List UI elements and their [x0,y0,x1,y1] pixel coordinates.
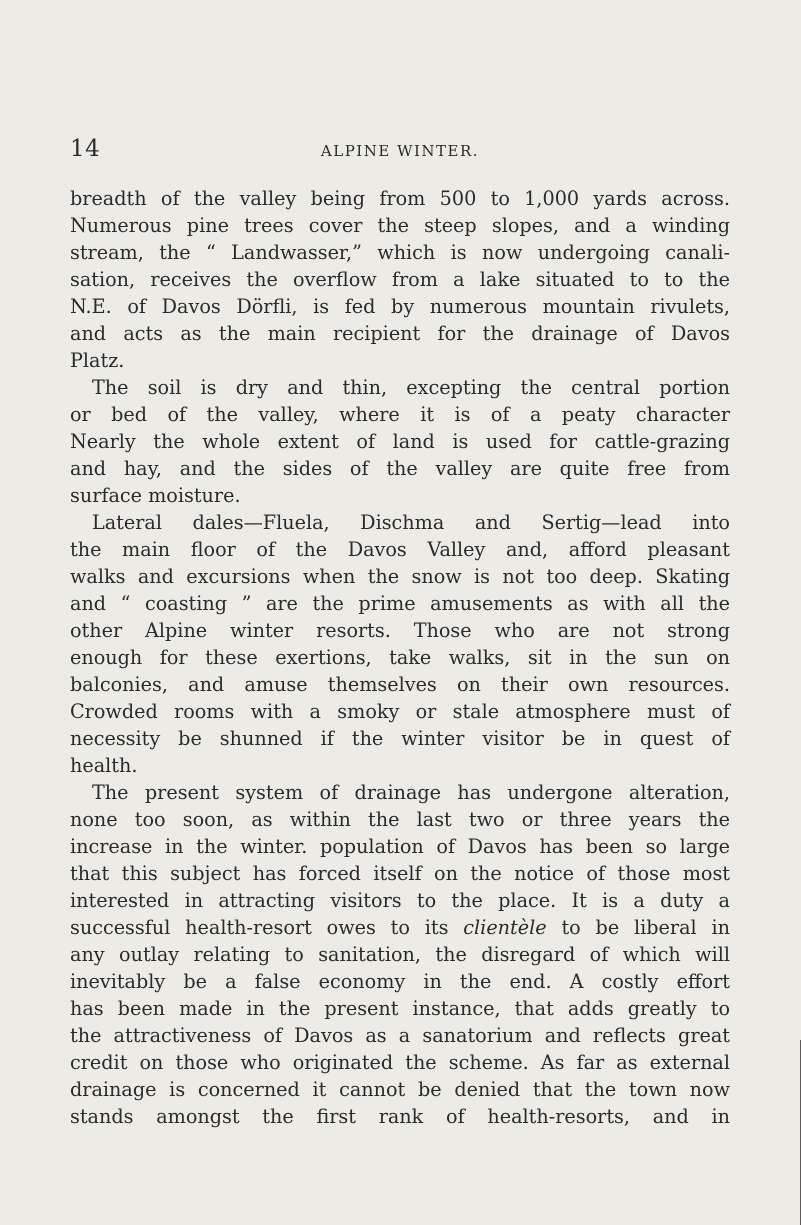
text-segment: successful health-resort owes to its [70,916,449,939]
text-line: the main floor of the Davos Valley and, afford pleasant [70,538,730,561]
page-number: 14 [70,136,101,162]
text-line: Crowded rooms with a smoky or stale atmosphere must of [70,700,730,723]
text-line: breadth of the valley being from 500 to 1,000 yards across. [70,187,730,210]
text-line: stream, the “ Landwasser,” which is now undergoing canali- [70,241,730,264]
page-header [70,136,730,168]
text-line: that this subject has forced itself on the notice of those most [70,862,730,885]
text-line: any outlay relating to sanitation, the disregard of which will [70,943,730,966]
italic-word: clientèle [463,916,547,939]
text-line: none too soon, as within the last two or three years the [70,808,730,831]
text-line: other Alpine winter resorts. Those who are not strong [70,619,730,642]
text-line: and acts as the main recipient for the drainage of Davos [70,322,730,345]
text-line: or bed of the valley, where it is of a peaty character [70,403,730,426]
text-line: increase in the winter. population of Davos has been so large [70,835,730,858]
text-line: balconies, and amuse themselves on their own resources. [70,673,730,696]
text-line: Numerous pine trees cover the steep slopes, and a winding [70,214,730,237]
text-line: surface moisture. [70,484,241,507]
text-line: walks and excursions when the snow is not too deep. Skating [70,565,730,588]
text-line: health. [70,754,138,777]
text-line: Lateral dales—Fluela, Dischma and Sertig—lead into [92,511,730,534]
text-line [70,914,730,941]
text-line: sation, receives the overflow from a lake situated to to the [70,268,730,291]
text-line: The present system of drainage has undergone alteration, [92,781,730,804]
text-line: and hay, and the sides of the valley are quite free from [70,457,730,480]
text-line: N.E. of Davos Dörfli, is fed by numerous mountain rivulets, [70,295,730,318]
text-line: has been made in the present instance, that adds greatly to [70,997,730,1020]
text-line: the attractiveness of Davos as a sanatorium and reflects great [70,1024,730,1047]
text-line: credit on those who originated the scheme. As far as external [70,1051,730,1074]
running-title: ALPINE WINTER. [320,142,480,160]
text-line: drainage is concerned it cannot be denied that the town now [70,1078,730,1101]
body-text [70,185,730,1130]
text-line: and “ coasting ” are the prime amusements as with all the [70,592,730,615]
text-line: stands amongst the first rank of health-resorts, and in [70,1105,730,1128]
text-line: Platz. [70,349,125,372]
text-line: The soil is dry and thin, excepting the central portion [92,376,730,399]
text-line: inevitably be a false economy in the end. A costly effort [70,970,730,993]
text-segment: to be liberal in [561,916,730,939]
text-line: enough for these exertions, take walks, sit in the sun on [70,646,730,669]
text-line: Nearly the whole extent of land is used for cattle-grazing [70,430,730,453]
text-line: interested in attracting visitors to the place. It is a duty a [70,889,730,912]
text-line: necessity be shunned if the winter visitor be in quest of [70,727,730,750]
